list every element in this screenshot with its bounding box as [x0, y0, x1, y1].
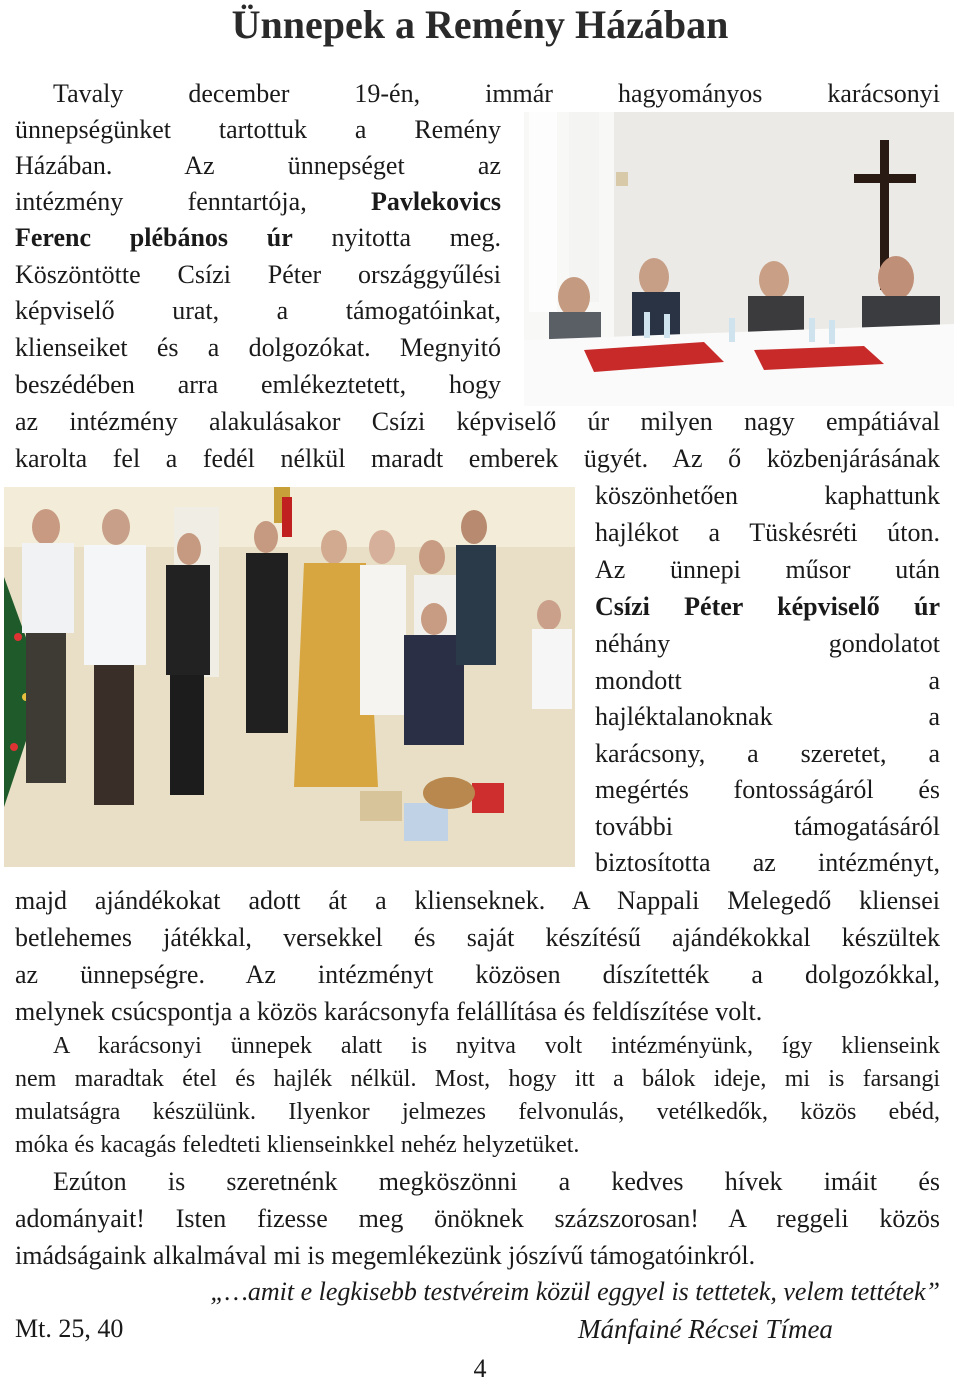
text-line: az ünnepségre. Az intézményt közösen díszítették a dolgozókkal,: [15, 960, 940, 989]
text-line: hajlékot a Tüskésréti úton.: [595, 518, 940, 547]
text-line: Tavaly december 19-én, immár hagyományos karácsonyi: [53, 79, 940, 108]
text-line: Ezúton is szeretnénk megköszönni a kedves hívek imáit és: [53, 1167, 940, 1196]
name-ferenc: Ferenc plébános úr: [15, 223, 293, 252]
text-line: további támogatásáról: [595, 812, 940, 841]
bible-reference: Mt. 25, 40: [15, 1314, 124, 1343]
text-line: Köszöntötte Csízi Péter országgyűlési: [15, 260, 501, 289]
text-line: majd ajándékokat adott át a klienseknek. A Nappali Melegedő kliensei: [15, 886, 940, 915]
text-line: megértés fontosságáról és: [595, 775, 940, 804]
page-number: 4: [473, 1354, 487, 1383]
text-line: mulatságra készülünk. Ilyenkor jelmezes felvonulás, vetélkedők, közös ebéd,: [15, 1099, 940, 1125]
text-line: [15, 221, 501, 255]
text-line: klienseiket és a dolgozókat. Megnyitó: [15, 333, 501, 362]
text-line: az intézmény alakulásakor Csízi képviselő úr milyen nagy empátiával: [15, 407, 940, 436]
text-line: [595, 590, 940, 624]
text-line: Az ünnepi műsor után: [595, 555, 940, 584]
text-line: beszédében arra emlékeztetett, hogy: [15, 370, 501, 399]
text-line: mondott a: [595, 666, 940, 695]
text-line: köszönhetően kaphattunk: [595, 481, 940, 510]
text-line: néhány gondolatot: [595, 629, 940, 658]
text-line: móka és kacagás feledteti klienseinkkel nehéz helyzetüket.: [15, 1132, 580, 1158]
article-title: Ünnepek a Remény Házában: [231, 2, 729, 47]
name-pavlekovics: Pavlekovics: [371, 187, 501, 216]
text-line: biztosította az intézményt,: [595, 848, 940, 877]
bible-quote: „…amit e legkisebb testvéreim közül eggyel is tettetek, velem tettétek”: [210, 1277, 940, 1306]
author-signature: Mánfainé Récsei Tímea: [578, 1314, 833, 1344]
text-line: karácsony, a szeretet, a: [595, 739, 940, 768]
photo-nativity-play: [4, 487, 575, 867]
text-line: Házában. Az ünnepséget az: [15, 151, 501, 180]
photo-head-table: [524, 112, 954, 406]
text-span: intézmény fenntartója,: [15, 187, 307, 216]
text-line: [15, 185, 501, 219]
text-line: A karácsonyi ünnepek alatt is nyitva volt intézményünk, így klienseink: [53, 1033, 940, 1059]
text-line: képviselő urat, a támogatóinkat,: [15, 296, 501, 325]
text-line: nem maradtak étel és hajlék nélkül. Most, hogy itt a bálok ideje, mi is farsangi: [15, 1066, 940, 1092]
text-line: imádságaink alkalmával mi is megemlékezünk jószívű támogatóinkról.: [15, 1241, 756, 1270]
text-line: adományait! Isten fizesse meg önöknek százszorosan! A reggeli közös: [15, 1204, 940, 1233]
text-line: hajléktalanoknak a: [595, 702, 940, 731]
text-span: nyitotta meg.: [331, 223, 501, 252]
name-csizi-peter: Csízi Péter képviselő úr: [595, 592, 940, 621]
text-line: karolta fel a fedél nélkül maradt emberek ügyét. Az ő közbenjárásának: [15, 444, 940, 473]
text-line: melynek csúcspontja a közös karácsonyfa felállítása és feldíszítése volt.: [15, 997, 763, 1026]
text-line: ünnepségünket tartottuk a Remény: [15, 115, 501, 144]
text-line: betlehemes játékkal, versekkel és saját készítésű ajándékokkal készültek: [15, 923, 940, 952]
